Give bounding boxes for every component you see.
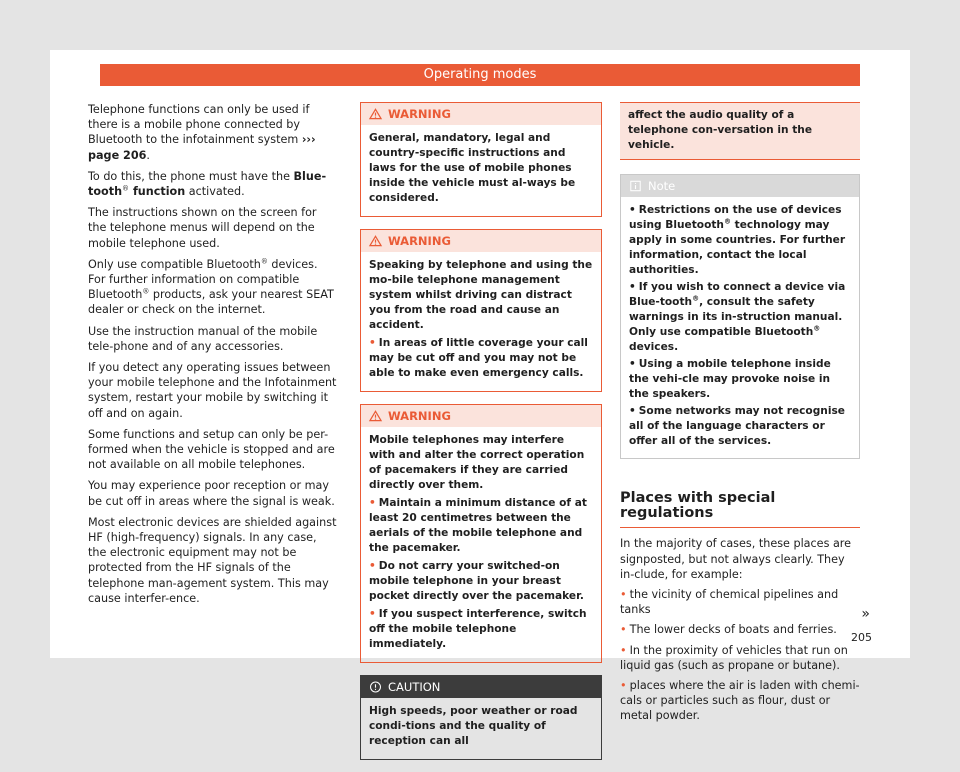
paragraph: Most electronic devices are shielded against HF (high-frequency) signals. In any case, the electronic equipment may not be protected from the HF signals of the telephone man-agement system. This may cause interfer-ence. bbox=[88, 515, 337, 605]
paragraph: To do this, the phone must have the Blue-tooth® function activated. bbox=[88, 169, 327, 199]
paragraph: Use the instruction manual of the mobile tele-phone and of any accessories. bbox=[88, 324, 318, 353]
warning-label: WARNING bbox=[388, 409, 451, 423]
paragraph: If you detect any operating issues between your mobile telephone and the Infotainment system, restart your mobile by switching it off and on again. bbox=[88, 361, 337, 420]
warning-bullet: • Do not carry your switched-on mobile telephone in your breast pocket directly over the pacemaker. bbox=[369, 560, 584, 602]
note-bullet: • If you wish to connect a device via Blue-tooth®, consult the safety warnings in its in-struction manual. Only use compatible Bluetooth® devices. bbox=[629, 281, 846, 353]
bullet-icon: • bbox=[629, 405, 636, 417]
paragraph: The instructions shown on the screen for the telephone menus will depend on the mobile telephone used. bbox=[88, 206, 317, 250]
section-intro: In the majority of cases, these places are signposted, but not always clearly. They in-clude, for example: bbox=[620, 537, 852, 581]
page-number: 205 bbox=[851, 631, 872, 644]
bullet-icon: • bbox=[629, 204, 636, 216]
caution-header bbox=[361, 676, 601, 698]
bullet-icon: • bbox=[629, 281, 636, 293]
note-bullet: • Restrictions on the use of devices using Bluetooth® technology may apply in some countries. For further information, contact the local authorities. bbox=[629, 204, 846, 276]
warning-box bbox=[360, 102, 602, 217]
warning-label: WARNING bbox=[388, 234, 451, 248]
continued-arrow-icon: » bbox=[861, 606, 870, 622]
note-header bbox=[621, 175, 859, 197]
bullet-icon: • bbox=[620, 679, 627, 693]
note-bullet: • Some networks may not recognise all of the language characters or offer all of the services. bbox=[629, 405, 845, 447]
paragraph: Only use compatible Bluetooth® devices. For further information on compatible Bluetooth® products, ask your nearest SEAT dealer or check on the internet. bbox=[88, 257, 334, 317]
bullet-icon: • bbox=[620, 643, 627, 657]
bullet-icon: • bbox=[369, 560, 376, 572]
bullet-icon: • bbox=[369, 497, 376, 509]
bullet-icon: • bbox=[369, 608, 376, 620]
warning-header bbox=[361, 405, 601, 427]
page-link[interactable]: ››› page 206 bbox=[88, 133, 316, 162]
warning-bullet: • In areas of little coverage your call may be cut off and you may not be able to make even emergency calls. bbox=[369, 337, 588, 379]
list-item: • The lower decks of boats and ferries. bbox=[620, 623, 837, 637]
bullet-icon: • bbox=[369, 337, 376, 349]
paragraph: You may experience poor reception or may be cut off in areas where the signal is weak. bbox=[88, 479, 335, 508]
paragraph: Some functions and setup can only be per-formed when the vehicle is stopped and are not available on all mobile telephones. bbox=[88, 427, 335, 472]
warning-label: WARNING bbox=[388, 107, 451, 121]
caution-continued-text: affect the audio quality of a telephone con-versation in the vehicle. bbox=[628, 109, 813, 151]
note-bullet: • Using a mobile telephone inside the vehi-cle may provoke noise in the speakers. bbox=[629, 358, 831, 400]
warning-bullet: • Maintain a minimum distance of at least 20 centimetres between the aerials of the mobile telephone and the pacemaker. bbox=[369, 497, 587, 554]
section-body bbox=[620, 536, 860, 723]
warning-text: Mobile telephones may interfere with and alter the correct operation of pacemakers if they are carried directly over them. bbox=[369, 434, 585, 491]
warning-box bbox=[360, 404, 602, 663]
list-item: • the vicinity of chemical pipelines and tanks bbox=[620, 588, 839, 617]
warning-box bbox=[360, 229, 602, 392]
list-item: • places where the air is laden with chemi-cals or particles such as flour, dust or metal powder. bbox=[620, 679, 860, 723]
info-icon bbox=[629, 180, 642, 192]
warning-header bbox=[361, 103, 601, 125]
warning-text: General, mandatory, legal and country-specific instructions and laws for the use of mobile phones inside the vehicle must al-ways be considered. bbox=[369, 132, 576, 204]
warning-bullet: • If you suspect interference, switch off the mobile telephone immediately. bbox=[369, 608, 587, 650]
caution-circle-icon bbox=[369, 681, 382, 693]
caution-text: High speeds, poor weather or road condi-tions and the quality of reception can all bbox=[369, 705, 578, 747]
warning-triangle-icon bbox=[369, 235, 382, 247]
column-right bbox=[620, 102, 860, 724]
section-title: Places with special regulations bbox=[620, 491, 860, 528]
bullet-icon: • bbox=[620, 623, 627, 637]
warning-triangle-icon bbox=[369, 108, 382, 120]
warning-text: Speaking by telephone and using the mo-bile telephone management system whilst driving can distract you from the road and cause an accident. bbox=[369, 259, 593, 331]
manual-page bbox=[50, 50, 910, 747]
note-label: Note bbox=[648, 179, 676, 193]
warning-triangle-icon bbox=[369, 410, 382, 422]
caution-continuation bbox=[620, 102, 860, 160]
note-box bbox=[620, 174, 860, 459]
warning-header bbox=[361, 230, 601, 252]
bullet-icon: • bbox=[629, 358, 636, 370]
page-header: Operating modes bbox=[100, 64, 860, 86]
list-item: • In the proximity of vehicles that run on liquid gas (such as propane or butane). bbox=[620, 643, 848, 672]
paragraph: Telephone functions can only be used if there is a mobile phone connected by Bluetooth to the infotainment system ››› page 206. bbox=[88, 103, 316, 162]
caution-label: CAUTION bbox=[388, 680, 441, 694]
column-middle bbox=[360, 102, 602, 772]
caution-box bbox=[360, 675, 602, 760]
column-left bbox=[88, 102, 338, 612]
bullet-icon: • bbox=[620, 588, 627, 602]
